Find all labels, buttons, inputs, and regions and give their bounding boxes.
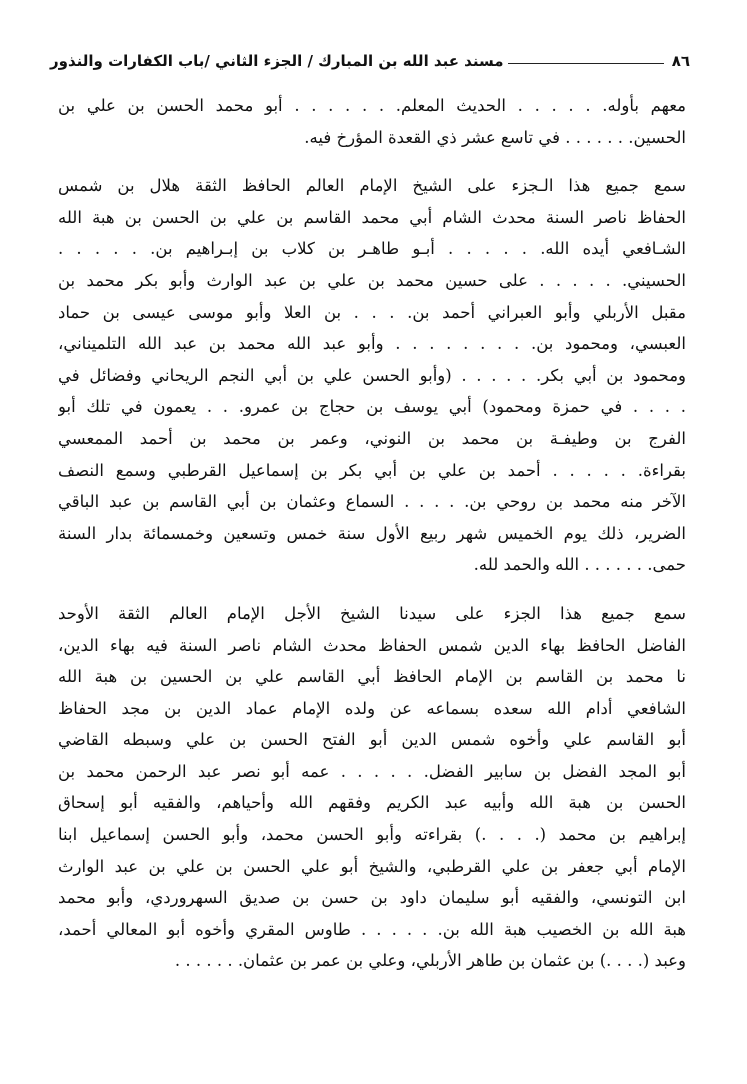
text-line: أبو المجد الفضل بن سابير الفضل. . . . . . عمه أبو نصر عبد الرحمن محمد بن	[58, 761, 686, 781]
paragraph-gap	[58, 581, 686, 598]
text-line: وعبد (. . . .) بن عثمان بن طاهر الأربلي، وعلي بن عمر بن عثمان. . . . . . .	[174, 951, 686, 971]
text-line: الفرج بن وطيفـة بن محمد بن النوني، وعمر بن محمد بن أحمد الممعسي	[58, 428, 686, 448]
text-line: الحفاظ ناصر السنة محدث الشام أبي محمد القاسم بن علي بن الحسن بن هبة الله	[58, 207, 686, 227]
text-line: الحسيني. . . . . . على حسين محمد بن علي بن عبد الوارث وأبو بكر محمد بن	[58, 270, 686, 290]
page-header	[50, 40, 690, 70]
text-line: العبسي، ومحمود بن. . . . . . . . . وأبو عبد الله محمد بن عبد الله التلميناني،	[58, 334, 686, 354]
text-line: الآخر منه محمد بن روحي بن. . . . . السماع وعثمان بن أبي القاسم بن عبد الباقي	[58, 492, 686, 512]
page-number: ٨٦	[671, 52, 690, 70]
text-line: أبو القاسم علي وأخوه شمس الدين أبو الفتح الحسن بن علي وسبطه القاضي	[58, 730, 686, 750]
text-line: . . . . في حمزة ومحمود) أبي يوسف بن حجاج بن عمرو. . . يعمون في تلك أبو	[58, 397, 686, 417]
text-line: سمع جميع هذا الـجزء على الشيخ الإمام العالم الحافظ الثقة هلال بن شمس	[58, 176, 686, 196]
paragraph-2	[58, 170, 686, 581]
text-line: إبراهيم بن محمد (. . . .) بقراءته وأبو الحسن محمد، وأبو الحسن إسماعيل ابنا	[58, 825, 686, 845]
text-line: سمع جميع هذا الجزء على سيدنا الشيخ الأجل الإمام العالم الثقة الأوحد	[58, 603, 686, 623]
text-line: نا محمد بن القاسم بن الإمام الحافظ أبي القاسم علي بن الحسين بن هبة الله	[58, 667, 686, 687]
text-line: هبة الله بن الخصيب هبة الله بن. . . . . . طاوس المقري وأخوه أبو المعالي أحمد،	[58, 919, 686, 939]
paragraph-gap	[58, 153, 686, 170]
text-line: الضرير، ذلك يوم الخميس شهر ربيع الأول سنة خمس وتسعين وخمسمائة بدار السنة	[58, 523, 686, 543]
body-text	[58, 90, 686, 977]
paragraph-1	[58, 90, 686, 153]
text-line: معهم بأوله. . . . . . الحديث المعلم. . . . . . . أبو محمد الحسن بن علي بن	[58, 96, 686, 115]
text-line: الإمام أبي جعفر بن علي القرطبي، والشيخ أبو علي الحسن بن علي بن عبد الوارث	[58, 856, 686, 876]
text-line: ابن التونسي، والفقيه أبو سليمان داود بن حسن بن صديق السهروردي، وأبو محمد	[58, 888, 686, 908]
text-line: مقبل الأربلي وأبو العبراني أحمد بن. . . . بن العلا وأبو موسى عيسى بن حماد	[58, 302, 686, 322]
paragraph-3	[58, 598, 686, 977]
text-line: الحسين. . . . . . . في تاسع عشر ذي القعدة المؤرخ فيه.	[304, 127, 686, 147]
text-line: الفاضل الحافظ بهاء الدين شمس الحفاظ محدث الشام ناصر السنة فيه بهاء الدين،	[58, 635, 686, 655]
running-title: مسند عبد الله بن المبارك / الجزء الثاني /باب الكفارات والنذور	[50, 52, 504, 70]
text-line: الحسن بن هبة الله وأبيه عبد الكريم وفقهم الله وأحياهم، والفقيه أبو إسحاق	[58, 793, 686, 813]
text-line: الشافعي أدام الله سعده بسماعه عن ولده الإمام عماد الدين بن مجد الحفاظ	[58, 698, 686, 718]
text-line: الشـافعي أيده الله. . . . . . أبـو طاهـر بن كلاب بن إبـراهيم بن. . . . . .	[58, 239, 686, 259]
text-line: حمى. . . . . . . الله والحمد لله.	[473, 555, 686, 575]
text-line: ومحمود بن أبي بكر. . . . . . (وأبو الحسن علي بن أبي النجم الريحاني وفضائل في	[58, 365, 686, 385]
text-line: بقراءة. . . . . . أحمد بن علي بن أبي بكر بن إسماعيل القرطبي وسمع النصف	[58, 460, 686, 480]
header-rule	[508, 63, 664, 64]
